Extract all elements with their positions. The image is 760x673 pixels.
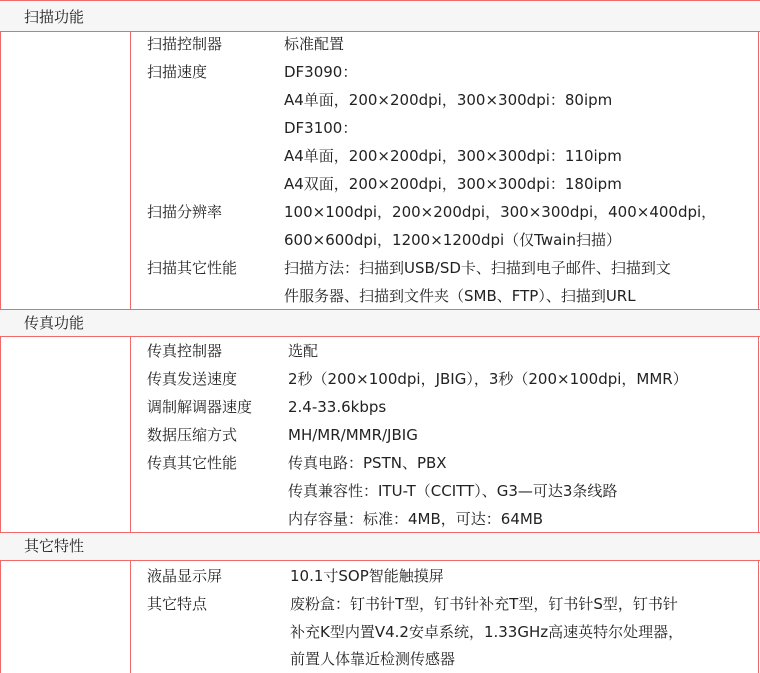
spec-value: A4单面，200×200dpi，300×300dpi：80ipm [284, 91, 613, 109]
spec-row [0, 449, 760, 477]
spec-label: 扫描其它性能 [147, 259, 238, 277]
spec-row [0, 282, 760, 310]
spec-value: 扫描方法：扫描到USB/SD卡、扫描到电子邮件、扫描到文 [284, 259, 671, 277]
spec-label: 扫描控制器 [147, 35, 223, 53]
section-title-fax: 传真功能 [24, 314, 85, 332]
section-header-fax [0, 310, 760, 336]
section-header-scan [0, 0, 760, 32]
spec-row [0, 254, 760, 282]
spec-label: 扫描速度 [147, 63, 208, 81]
spec-label: 调制解调器速度 [147, 398, 253, 416]
section-divider [0, 560, 760, 561]
spec-value: 前置人体靠近检测传感器 [290, 650, 456, 668]
spec-row [0, 170, 760, 198]
spec-row [0, 226, 760, 254]
spec-value: 选配 [288, 342, 319, 360]
spec-row [0, 477, 760, 505]
spec-value: 100×100dpi，200×200dpi，300×300dpi，400×400dpi， [284, 203, 717, 221]
section-title-scan: 扫描功能 [24, 8, 85, 26]
spec-label: 液晶显示屏 [147, 567, 223, 585]
spec-value: 传真兼容性：ITU-T（CCITT）、G3—可达3条线路 [288, 482, 618, 500]
spec-value: 10.1寸SOP智能触摸屏 [290, 567, 444, 585]
spec-row [0, 590, 760, 618]
spec-value: MH/MR/MMR/JBIG [288, 426, 418, 444]
spec-row [0, 562, 760, 590]
spec-row [0, 86, 760, 114]
spec-row [0, 505, 760, 533]
spec-row [0, 198, 760, 226]
spec-value: 传真电路：PSTN、PBX [288, 454, 447, 472]
spec-row [0, 142, 760, 170]
spec-row [0, 30, 760, 58]
section-title-other: 其它特性 [24, 537, 85, 555]
table-top-border [0, 0, 760, 1]
section-header-other [0, 533, 760, 560]
spec-label: 其它特点 [147, 595, 208, 613]
spec-row [0, 421, 760, 449]
spec-label: 传真发送速度 [147, 370, 238, 388]
spec-value: 废粉盒：钉书针T型，钉书针补充T型，钉书针S型，钉书针 [290, 595, 678, 613]
spec-value: 内存容量：标准：4MB，可达：64MB [288, 510, 544, 528]
spec-row [0, 393, 760, 421]
spec-value: DF3090： [284, 63, 358, 81]
spec-row [0, 58, 760, 86]
spec-row [0, 337, 760, 365]
spec-row [0, 114, 760, 142]
spec-value: 2秒（200×100dpi，JBIG），3秒（200×100dpi，MMR） [288, 370, 688, 388]
spec-row [0, 365, 760, 393]
spec-value: DF3100： [284, 119, 358, 137]
spec-label: 扫描分辨率 [147, 203, 223, 221]
spec-label: 数据压缩方式 [147, 426, 238, 444]
spec-value: A4单面，200×200dpi，300×300dpi：110ipm [284, 147, 622, 165]
spec-row [0, 618, 760, 646]
spec-value: 标准配置 [284, 35, 345, 53]
spec-label: 传真其它性能 [147, 454, 238, 472]
spec-value: 件服务器、扫描到文件夹（SMB、FTP）、扫描到URL [284, 287, 636, 305]
spec-value: 2.4-33.6kbps [288, 398, 387, 416]
spec-value: 600×600dpi，1200×1200dpi（仅Twain扫描） [284, 231, 621, 249]
spec-value: 补充K型内置V4.2安卓系统，1.33GHz高速英特尔处理器， [290, 623, 684, 641]
spec-value: A4双面，200×200dpi，300×300dpi：180ipm [284, 175, 622, 193]
spec-label: 传真控制器 [147, 342, 223, 360]
spec-row [0, 645, 760, 673]
